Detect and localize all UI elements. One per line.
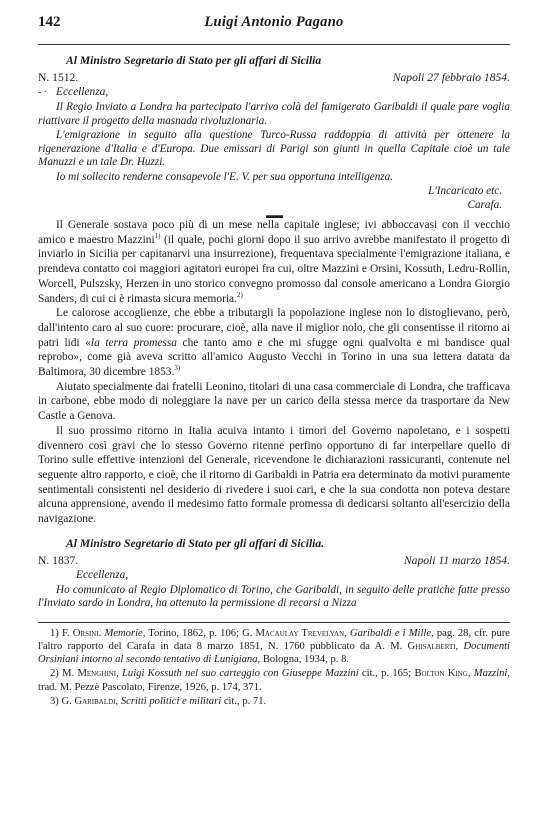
- fn1-part: ,: [344, 627, 350, 639]
- page-header: [38, 14, 510, 36]
- doc2-meta: [38, 553, 510, 568]
- fn1-part: , Torino, 1862, p. 106; G.: [142, 627, 256, 639]
- fn2-title-2: Mazzini: [473, 668, 508, 680]
- fn3-title-1: Scritti politici e militari: [120, 695, 222, 707]
- footnote-1: [38, 627, 510, 667]
- body-paragraph-3: Aiutato specialmente dai fratelli Leonino, titolari di una casa commerciale di Londra, che trafficava in carbone, ebbe modo di noleggiare la nave per un carico della stessa merce da trasportare da New Castle a Genova.: [38, 380, 510, 423]
- body-p1-text-2: (il quale, pochi giorni dopo il suo arrivo avrebbe manifestato il progetto di inviarlo in Sicilia per capitanarvi una insurrezione), frequentava specialmente l'emigrazione italiana, e prendeva contatto coi maggiori agitatori europei fra cui, oltre Mazzini e Orsini, Kossuth, Ledru-Rollin, Worcell, Pulszsky, Herzen in uno storico convegno promosso dal console americano a Londra Giorgio Sanders, di cui ci è rimasta sicura memoria.: [38, 233, 511, 305]
- footnote-2: [38, 667, 510, 693]
- fn2-part: M.: [62, 668, 78, 680]
- fn2-author-2: Bolton King: [414, 668, 468, 680]
- fn2-author-1: Menghini: [77, 668, 117, 680]
- fn1-author-2: Macaulay Trevelyan: [255, 627, 345, 639]
- fn3-part: ,: [115, 695, 121, 707]
- doc2-date: Napoli 11 marzo 1854.: [403, 553, 510, 567]
- margin-mark: - ·: [38, 87, 47, 98]
- fn2-number: 2): [50, 668, 59, 680]
- doc1-salutation: [38, 85, 510, 100]
- fn1-title-1: Memorie: [104, 627, 143, 639]
- fn3-author-1: Garibaldi: [74, 695, 116, 707]
- footnote-rule: [38, 622, 510, 623]
- doc2-paragraph: Ho comunicato al Regio Diplomatico di Torino, che Garibaldi, in seguito delle pratiche fatte presso l'Inviato sardo in Londra, ha ottenuto la permissione di recarsi a Nizza: [38, 583, 510, 610]
- fn3-part: G.: [61, 695, 75, 707]
- fn3-number: 3): [50, 695, 59, 707]
- doc1-signature-name: Carafa.: [467, 198, 502, 211]
- body-paragraph-2: [38, 306, 510, 380]
- fn3-part: cit., p. 71.: [221, 695, 267, 707]
- doc1-salutation-text: Eccellenza,: [56, 86, 109, 98]
- fn1-part: ,: [455, 640, 464, 652]
- doc1-date: Napoli 27 febbraio 1854.: [392, 71, 510, 84]
- fn2-part: cit., p. 165;: [358, 668, 415, 680]
- doc1-meta: [38, 70, 510, 85]
- fn1-part: .: [98, 627, 105, 639]
- doc1-paragraph-2: L'emigrazione in seguito alla questione Turco-Russa raddoppia di attività per ottenere la rigenerazione d'Italia e d'Europa. Due emissari di Parigi son giunti in quella Capitale cioè un tale Manuzzi e un tale Dr. Huzzi.: [38, 129, 510, 168]
- body-p2-text-2: che tanto amo e che mi sfugge ogni qualvolta e mi bandisce qual reprobo», come già aveva scritto all'amico Augusto Vecchi in Torino in una sua lettera datata da Baltimora, 30 dicembre 1853.: [38, 336, 510, 379]
- doc1-signature-title: L'Incaricato etc.: [428, 185, 502, 197]
- doc1-paragraph-3: Io mi sollecito renderne consapevole l'E. V. per sua opportuna intelligenza.: [56, 170, 394, 183]
- doc2-title: Al Ministro Segretario di Stato per gli affari di Sicilia.: [66, 536, 325, 550]
- footnote-3: [38, 695, 510, 708]
- fn1-title-3: Documenti Orsiniani intorno al secondo tentativo di Lunigiana: [38, 640, 510, 666]
- doc1-number: N. 1512.: [38, 71, 79, 84]
- doc2-salutation: Eccellenza,: [76, 568, 129, 581]
- page-number: 142: [38, 14, 61, 30]
- fn2-part: ,: [116, 668, 123, 680]
- doc2-number: N. 1837.: [38, 553, 79, 567]
- footnote-ref: 2): [236, 290, 243, 299]
- doc1-paragraph-1: Il Regio Inviato a Londra ha partecipato l'arrivo colà del famigerato Garibaldi il quale pare voglia riattivare il progetto della masnada rivoluzionaria.: [38, 101, 510, 127]
- fn2-part: , trad. M. Pezzè Pascolato, Firenze, 1926, p. 174, 371.: [38, 668, 510, 693]
- body-p2-text: Le calorose accoglienze, che ebbe a tributargli la popolazione inglese non lo distoglievano, però, dall'intento caro al suo cuore: procurare, cioè, alla nave il miglior nolo, che gli consentisse il ritorno ai patri lidi «: [38, 307, 510, 349]
- body-p1-text: Il Generale sostava poco più di un mese nella capitale inglese; ivi abboccavasi con il vecchio amico e maestro Mazzini: [38, 219, 510, 246]
- running-head: Luigi Antonio Pagano: [204, 14, 344, 30]
- fn1-number: 1): [50, 627, 59, 639]
- footnote-ref: 1): [154, 231, 161, 240]
- fn1-part: , pag. 28, cfr. pure l'altro rapporto del Carafa in data 8 marzo 1851, N. 1760 pubblicato da A. M.: [38, 627, 510, 652]
- fn2-part: ,: [467, 668, 474, 680]
- ink-smudge: ▬▬: [266, 210, 282, 220]
- footnote-ref: 3): [174, 364, 181, 373]
- body-p2-emphasis: la terra promessa: [90, 336, 177, 349]
- fn1-author-3: Ghisalberti: [407, 640, 456, 652]
- fn2-title-1: Luigi Kossuth nel suo carteggio con Giuseppe Mazzini: [122, 668, 359, 680]
- fn1-part: F.: [61, 627, 73, 639]
- body-paragraph-4: Il suo prossimo ritorno in Italia acuiva intanto i timori del Governo napoletano, e i sospetti divennero così gravi che lo stesso Governo ritenne perfino opportuno di far interpellare quello di Torino sulle effettive intenzioni del Generale, ricevendone le dichiarazioni rassicuranti, contenute nel seguente altro rapporto, e cioè, che il ritorno di Garibaldi in Patria era determinato da motivi puramente sentimentali consistenti nel desiderio di rivedere i suoi cari, e che la sua condotta non poteva destare alcuna apprensione, avendo il medesimo fatto formale promessa di dedicarsi soltanto all'esercizio della navigazione.: [38, 424, 510, 526]
- body-paragraph-1: [38, 218, 510, 306]
- fn1-part: , Bologna, 1934, p. 8.: [257, 654, 350, 666]
- header-rule: [38, 44, 510, 45]
- fn1-author-1: Orsini: [72, 627, 99, 639]
- doc1-title: Al Ministro Segretario di Stato per gli affari di Sicilia: [66, 54, 322, 67]
- fn1-title-2: Garibaldi e i Mille: [349, 627, 432, 639]
